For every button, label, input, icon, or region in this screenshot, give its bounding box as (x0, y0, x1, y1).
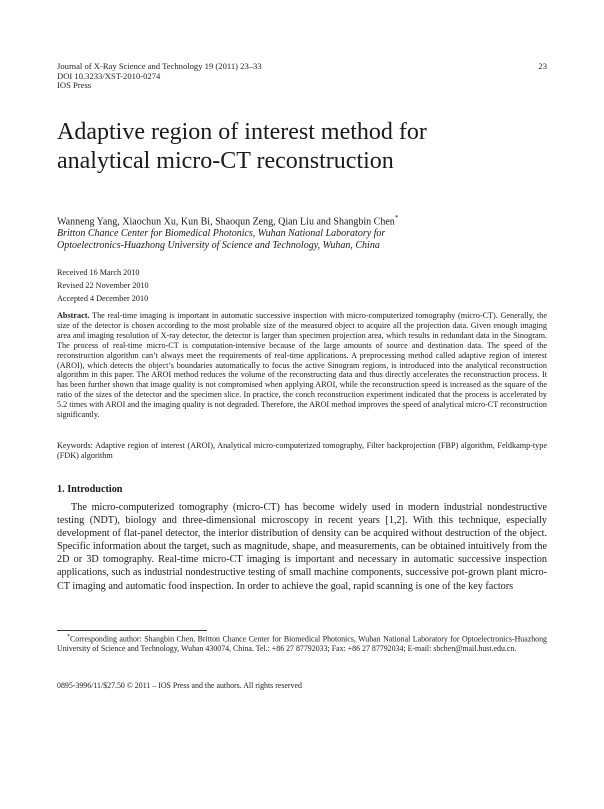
keywords (57, 441, 547, 461)
doi: DOI 10.3233/XST-2010-0274 (57, 70, 161, 81)
journal-header (57, 62, 547, 91)
footnote-text: Corresponding author: Shangbin Chen, Britton Chance Center for Biomedical Photonics, Wuhan National Laboratory for Optoelectronics-Huazhong University of Science and Technology, Wuhan 430074, China. Tel.: +86 27 87792033; Fax: +86 27 87792034; E-mail: sbchen@mail.hust.edu.cn. (57, 634, 547, 654)
section-heading-introduction: 1. Introduction (57, 484, 123, 495)
copyright-line: 0895-3996/11/$27.50 © 2011 – IOS Press and the authors. All rights reserved (57, 681, 302, 690)
title-line-1: Adaptive region of interest method for (57, 119, 427, 145)
keywords-text: Adaptive region of interest (AROI), Analytical micro-computerized tomography, Filter backprojection (FBP) algorithm, Feldkamp-type (FDK) algorithm (57, 441, 547, 460)
author-list (57, 212, 557, 228)
footnote (57, 633, 547, 654)
submission-dates (57, 266, 149, 306)
affiliation-line-1: Britton Chance Center for Biomedical Photonics, Wuhan National Laboratory for (57, 228, 386, 240)
introduction-paragraph: The micro-computerized tomography (micro-CT) has become widely used in modern industrial nondestructive testing (NDT), biology and three-dimensional microscopy in recent years [1,2]. With this technique, especially development of flat-panel detector, the interior distribution of density can be acquired without destruction of the object. Specific information about the target, such as magnitude, shape, and measurements, can be obtained intuitively from the 2D or 3D tomography. Real-time micro-CT imaging is important and necessary in automatic successive inspection applications, such as industrial nondestructive testing of small machine components, successive pot-grown plant micro-CT imaging and automatic food inspection. In order to achieve the goal, rapid scanning is one of the key factors (57, 502, 547, 592)
author-names: Wanneng Yang, Xiaochun Xu, Kun Bi, Shaoqun Zeng, Qian Liu and Shangbin Chen (57, 216, 395, 228)
revised-date: Revised 22 November 2010 (57, 281, 149, 291)
corresponding-author-mark: * (394, 214, 399, 222)
footnote-divider (57, 630, 207, 631)
keywords-label: Keywords: (57, 441, 93, 450)
page-number: 23 (538, 61, 547, 71)
paper-title (57, 118, 557, 176)
accepted-date: Accepted 4 December 2010 (57, 294, 149, 304)
title-line-2: analytical micro-CT reconstruction (57, 148, 394, 174)
footnote-mark: * (67, 634, 70, 640)
author-block (57, 212, 557, 252)
received-date: Received 16 March 2010 (57, 268, 140, 277)
affiliation-line-2: Optoelectronics-Huazhong University of Science and Technology, Wuhan, China (57, 240, 380, 252)
abstract-text: The real-time imaging is important in automatic successive inspection with micro-computerized tomography (micro-CT). Generally, the size of the detector is chosen according to the most probable size of the measured object to acquire all the projection data. Given enough imaging area and imaging resolution of X-ray detector, the detector is larger than specimen projection area, which results in redundant data in the Sinogram. The process of real-time micro-CT is computation-intensive because of the large amounts of source and destination data. The speed of the reconstruction algorithm can’t always meet the requirements of real-time applications. A preprocessing method called adaptive region of interest (AROI), which detects the object’s boundaries automatically to focus the active Sinogram regions, is introduced into the analytical reconstruction algorithm in this paper. The AROI method reduces the volume of the reconstructing data and thus directly accelerates the reconstruction process. It has been further shown that image quality is not compromised when applying AROI, while the reconstruction speed is increased as the square of the ratio of the sizes of the detector and the specimen slice. In practice, the conch reconstruction experiment indicated that the process is accelerated by 5.2 times with AROI and the imaging quality is not degraded. Therefore, the AROI method improves the speed of analytical micro-CT reconstruction significantly. (57, 311, 547, 420)
abstract (57, 311, 547, 420)
journal-citation: Journal of X-Ray Science and Technology 19 (2011) 23–33 (57, 61, 262, 71)
abstract-label: Abstract. (57, 311, 90, 320)
publisher: IOS Press (57, 80, 92, 91)
